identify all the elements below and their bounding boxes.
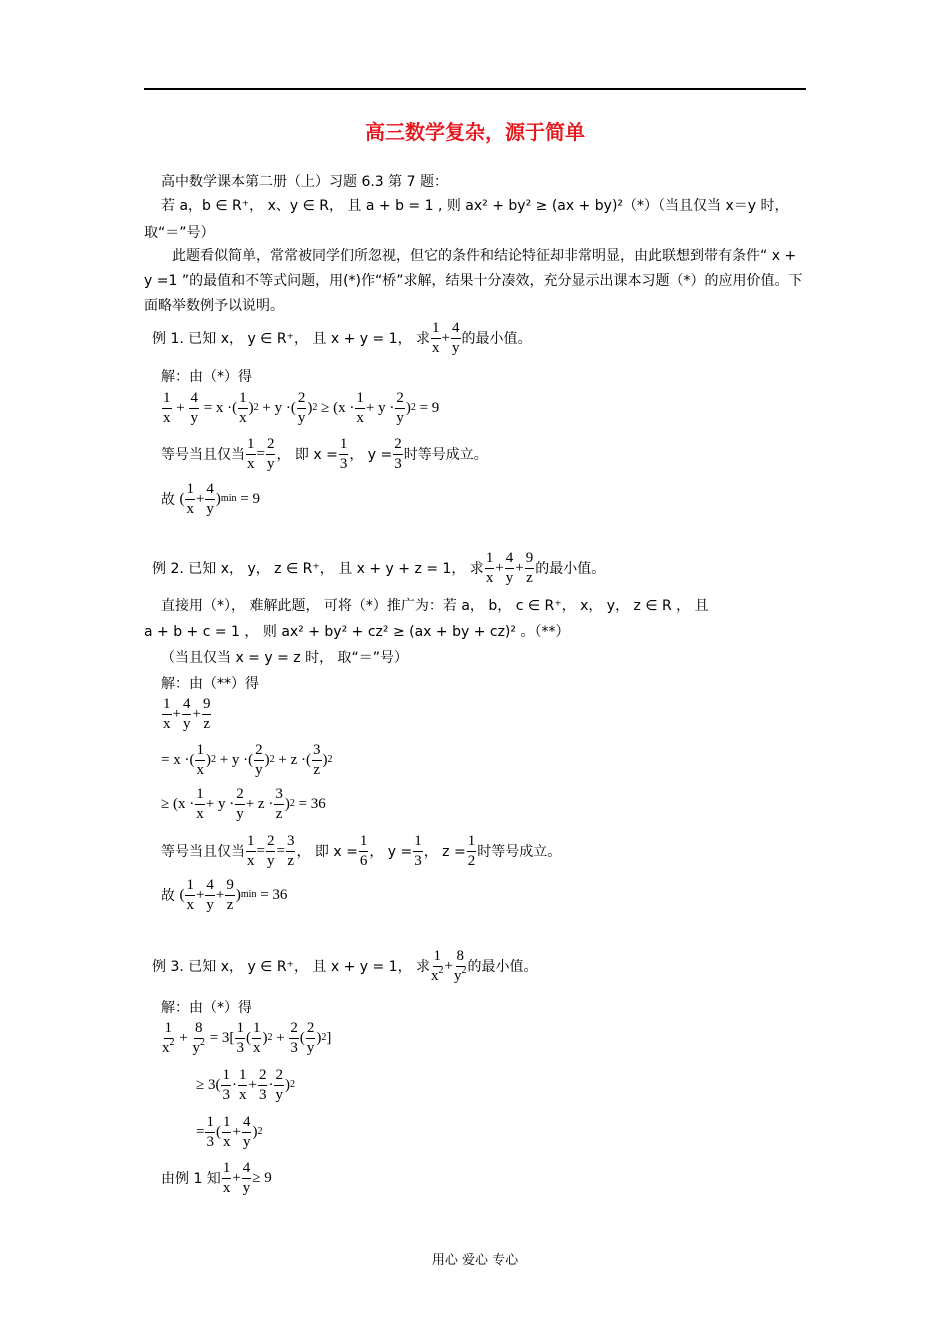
statement-line-2: 取“＝”号） xyxy=(144,225,215,241)
example-2-head: 例 2. 已知 x， y， z ∈ R⁺， 且 x + y + z = 1， 求 xyxy=(152,561,484,577)
example-2-step-2: = x ·( $\frac{1}{x}$ ) 2 + y ·( $\frac{2}{y}$ ) 2 + z ·( $\frac{3}{z}$ ) 2 xyxy=(161,741,333,778)
condition-text: 等号当且仅当 xyxy=(161,844,245,860)
source-line: 高中数学课本第二册（上）习题 6.3 第 7 题： xyxy=(161,174,448,190)
example-2-tail: 的最小值。 xyxy=(535,561,606,577)
example-1-result: 故 ( $\frac{1}{x}$ + $\frac{4}{y}$ ) min = 9 xyxy=(161,480,260,517)
example-2-generalization-2: a + b + c = 1 ， 则 ax² + by² + cz² ≥ (ax + by + cz)² 。（**） xyxy=(144,624,570,640)
example-3-tail: 的最小值。 xyxy=(467,959,538,975)
example-2-equality-condition: 等号当且仅当 $\frac{1}{x}$ = $\frac{2}{y}$ = $\frac{3}{z}$ ， 即 x = $\frac{1}{6}$ ， y = $\frac{1}{3}$ ， z = $\frac{1}{2}$ 时等号成立。 xyxy=(161,832,562,869)
condition-text: 等号当且仅当 xyxy=(161,447,245,463)
example-2-generalization-3: （当且仅当 x = y = z 时， 取“＝”号） xyxy=(161,650,409,666)
example-1-head: 例 1. 已知 x， y ∈ R⁺， 且 x + y = 1， 求 xyxy=(152,331,431,347)
example-2-generalization-1: 直接用（*）， 难解此题， 可将（*）推广为：若 a， b， c ∈ R⁺， x， y， z ∈ R ， 且 xyxy=(161,598,709,614)
fraction: $\frac{1}{x}$ xyxy=(432,319,440,356)
example-2-statement: 例 2. 已知 x， y， z ∈ R⁺， 且 x + y + z = 1， 求 $\frac{1}{x}$ + $\frac{4}{y}$ + $\frac{9}{z}$ 的最小值。 xyxy=(152,549,606,586)
statement-line-1: 若 a，b ∈ R⁺， x、y ∈ R， 且 a + b = 1 , 则 ax² + by² ≥ (ax + by)²（*）（当且仅当 x＝y 时， xyxy=(161,198,789,214)
condition-text: ， 即 x = xyxy=(296,844,358,860)
condition-text: ， 即 x = xyxy=(276,447,338,463)
fraction: $\frac{4}{y}$ xyxy=(452,319,460,356)
example-3-solution-label: 解：由（*）得 xyxy=(161,1000,252,1016)
condition-text: 时等号成立。 xyxy=(403,447,488,463)
header-rule xyxy=(144,88,806,90)
example-1-inequality: $\frac{1}{x}$ + $\frac{4}{y}$ = x ·( $\frac{1}{x}$ ) 2 + y ·( $\frac{2}{y}$ ) 2 ≥ (x · $\frac{1}{x}$ + y · $\frac{2}{y}$ ) 2 = 9 xyxy=(163,389,440,426)
example-1-tail: 的最小值。 xyxy=(461,331,532,347)
example-3-step-4: 由例 1 知 $\frac{1}{x}$ + $\frac{4}{y}$ ≥ 9 xyxy=(161,1159,272,1196)
example-3-head: 例 3. 已知 x， y ∈ R⁺， 且 x + y = 1， 求 xyxy=(152,959,431,975)
example-2-step-3: ≥ (x · $\frac{1}{x}$ + y · $\frac{2}{y}$ + z · $\frac{3}{z}$ ) 2 = 36 xyxy=(161,785,326,822)
reference-text: 由例 1 知 xyxy=(161,1171,221,1187)
condition-text: ， z = xyxy=(423,844,466,860)
condition-text: 时等号成立。 xyxy=(477,844,562,860)
result-value: = 36 xyxy=(260,886,288,903)
page-footer: 用心 爱心 专心 xyxy=(431,1253,519,1268)
example-3-step-1: $\frac{1}{x^2}$ + $\frac{8}{y^2}$ = 3[ $\frac{1}{3}$ ( $\frac{1}{x}$ ) 2 + $\frac{2}{3}$ ( $\frac{2}{y}$ ) 2 ] xyxy=(162,1019,332,1056)
example-1-solution-label: 解：由（*）得 xyxy=(161,369,252,385)
condition-text: ， y = xyxy=(349,447,393,463)
example-1-statement: 例 1. 已知 x， y ∈ R⁺， 且 x + y = 1， 求 $\frac{1}{x}$ + $\frac{4}{y}$ 的最小值。 xyxy=(152,319,532,356)
example-3-step-3: = $\frac{1}{3}$ ( $\frac{1}{x}$ + $\frac{4}{y}$ ) 2 xyxy=(196,1113,263,1150)
page-title: 高三数学复杂，源于简单 xyxy=(365,120,585,144)
example-2-result: 故 ( $\frac{1}{x}$ + $\frac{4}{y}$ + $\frac{9}{z}$ ) min = 36 xyxy=(161,876,288,913)
example-2-solution-label: 解：由（**）得 xyxy=(161,676,259,692)
example-3-step-2: ≥ 3( $\frac{1}{3}$ · $\frac{1}{x}$ + $\frac{2}{3}$ · $\frac{2}{y}$ ) 2 xyxy=(196,1066,295,1103)
example-2-step-1: $\frac{1}{x}$ + $\frac{4}{y}$ + $\frac{9}{z}$ xyxy=(163,695,211,732)
reference-value: ≥ 9 xyxy=(252,1169,272,1186)
condition-text: ， y = xyxy=(369,844,413,860)
intro-paragraph: 此题看似简单，常常被同学们所忽视，但它的条件和结论特征却非常明显，由此联想到带有条件“ x + y =1 ”的最值和不等式问题，用(*)作“桥”求解，结果十分凑效，充分显示出课本习题（*）的应用价值。下面略举数例予以说明。 xyxy=(144,248,803,314)
example-3-statement: 例 3. 已知 x， y ∈ R⁺， 且 x + y = 1， 求 $\frac{1}{x^2}$ + $\frac{8}{y^2}$ 的最小值。 xyxy=(152,947,538,984)
example-1-equality-condition: 等号当且仅当 $\frac{1}{x}$ = $\frac{2}{y}$ ， 即 x = $\frac{1}{3}$ ， y = $\frac{2}{3}$ 时等号成立。 xyxy=(161,435,488,472)
